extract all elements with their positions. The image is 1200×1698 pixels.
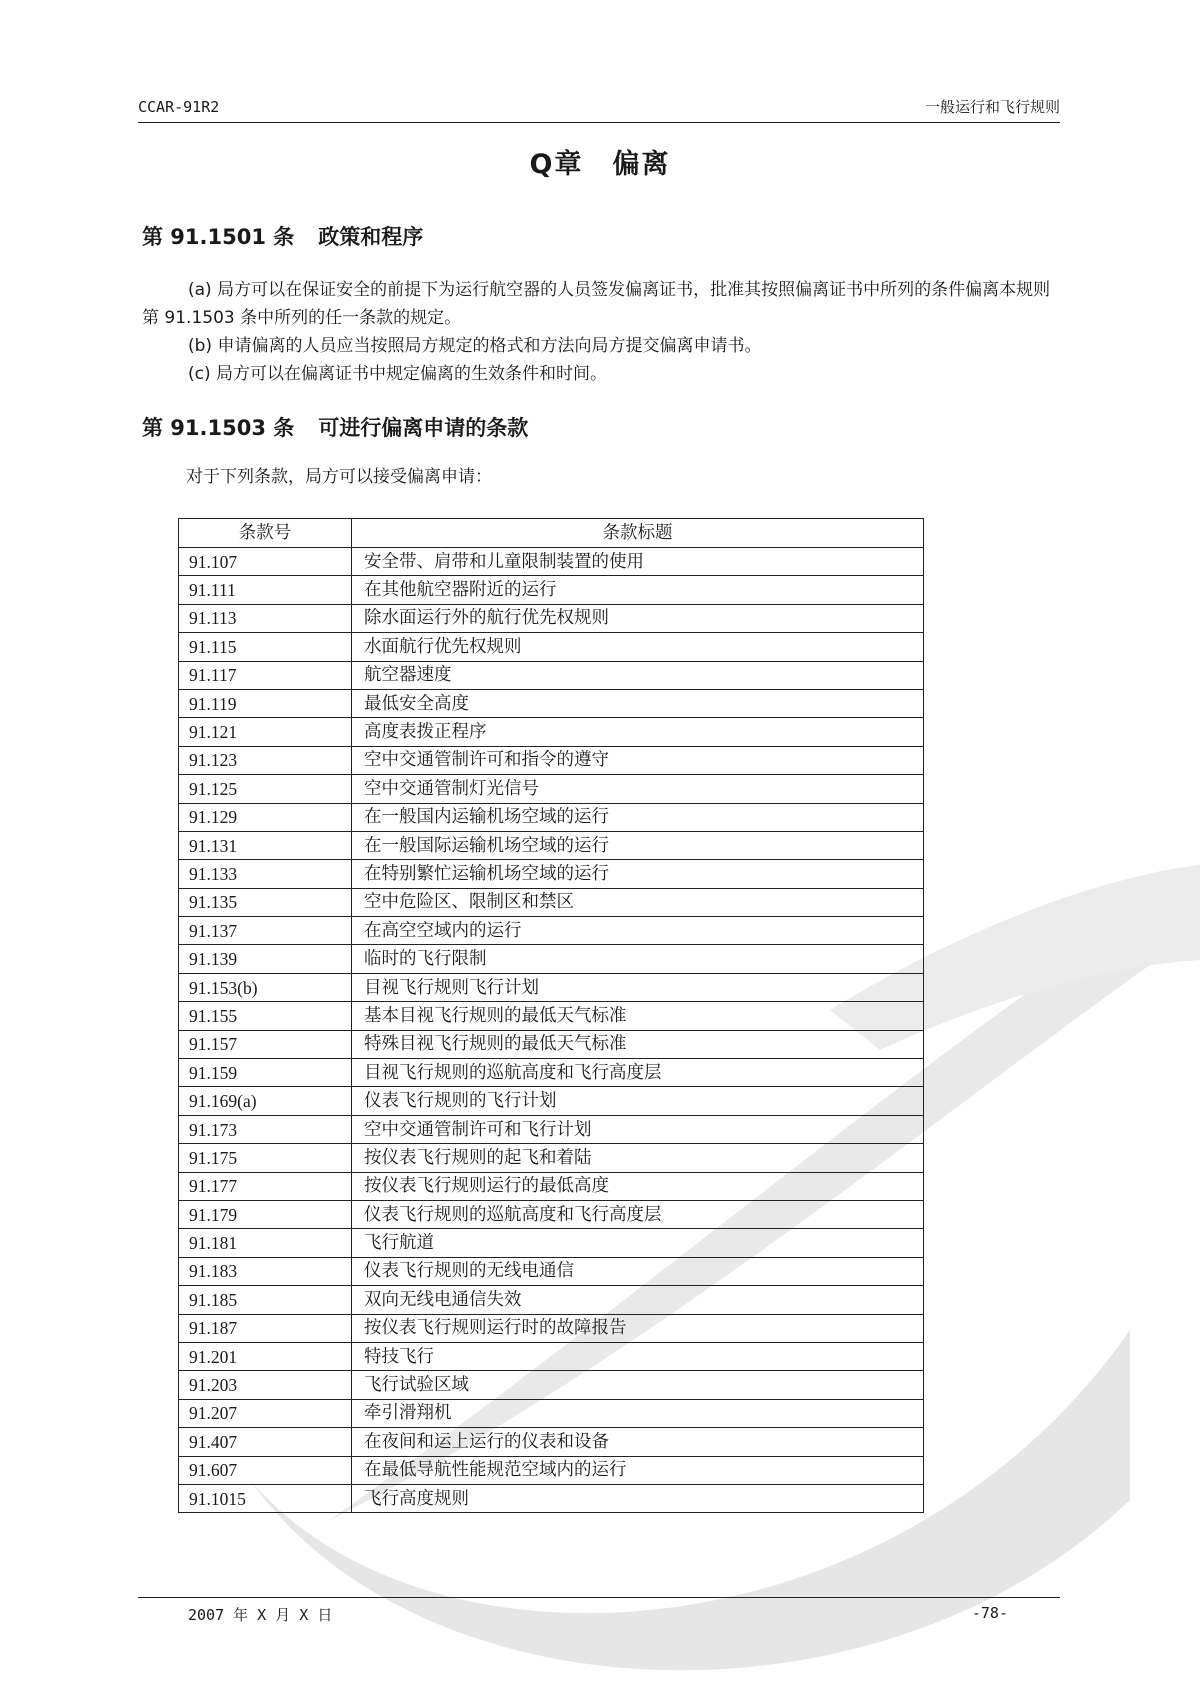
section-heading-91-1503 (142, 412, 528, 442)
paragraph-a: (a) 局方可以在保证安全的前提下为运行航空器的人员签发偏离证书，批准其按照偏离证书中所列的条件偏离本规则第 91.1503 条中所列的任一条款的规定。 (142, 280, 1051, 328)
footer-date: 2007 年 X 月 X 日 (188, 1606, 333, 1624)
clause-number-cell: 91.115 (179, 633, 352, 661)
clause-number-cell: 91.159 (179, 1059, 352, 1087)
section-number: 第 91.1503 条 (142, 416, 295, 440)
page-footer (138, 1597, 1060, 1626)
clause-number-cell: 91.129 (179, 803, 352, 831)
clause-number-cell: 91.121 (179, 718, 352, 746)
clause-number-cell: 91.119 (179, 689, 352, 717)
clause-title-cell: 仪表飞行规则的飞行计划 (352, 1087, 924, 1115)
clause-title-cell: 在其他航空器附近的运行 (352, 576, 924, 604)
section-number: 第 91.1501 条 (142, 225, 295, 249)
section-title: 政策和程序 (318, 225, 424, 249)
clause-title-cell: 特殊目视飞行规则的最低天气标准 (352, 1030, 924, 1058)
table-row (179, 945, 924, 973)
clause-title-cell: 按仪表飞行规则的起飞和着陆 (352, 1144, 924, 1172)
clause-title-cell: 飞行高度规则 (352, 1484, 924, 1512)
table-row (179, 803, 924, 831)
clause-number-cell: 91.133 (179, 860, 352, 888)
clause-title-cell: 双向无线电通信失效 (352, 1286, 924, 1314)
clause-number-cell: 91.175 (179, 1144, 352, 1172)
table-row (179, 1456, 924, 1484)
table-row (179, 1030, 924, 1058)
clause-title-cell: 按仪表飞行规则运行的最低高度 (352, 1172, 924, 1200)
clause-number-cell: 91.137 (179, 917, 352, 945)
clause-title-cell: 在高空空域内的运行 (352, 917, 924, 945)
table-row (179, 604, 924, 632)
table-row (179, 1002, 924, 1030)
clause-number-cell: 91.139 (179, 945, 352, 973)
clause-title-cell: 在一般国内运输机场空域的运行 (352, 803, 924, 831)
table-row (179, 1428, 924, 1456)
clause-title-cell: 特技飞行 (352, 1342, 924, 1370)
clause-number-cell: 91.185 (179, 1286, 352, 1314)
table-intro-text: 对于下列条款，局方可以接受偏离申请： (186, 467, 492, 487)
table-row (179, 831, 924, 859)
clause-number-cell: 91.157 (179, 1030, 352, 1058)
clause-title-cell: 仪表飞行规则的巡航高度和飞行高度层 (352, 1200, 924, 1228)
table-row (179, 860, 924, 888)
table-row (179, 1371, 924, 1399)
table-header-row (179, 519, 924, 548)
clause-title-cell: 航空器速度 (352, 661, 924, 689)
table-row (179, 1484, 924, 1512)
chapter-title: Q章 偏离 (529, 149, 671, 180)
table-row (179, 689, 924, 717)
clause-number-cell: 91.113 (179, 604, 352, 632)
clause-title-cell: 空中危险区、限制区和禁区 (352, 888, 924, 916)
table-row (179, 1200, 924, 1228)
clause-title-cell: 最低安全高度 (352, 689, 924, 717)
table-row (179, 1399, 924, 1427)
clause-title-cell: 在一般国际运输机场空域的运行 (352, 831, 924, 859)
clause-title-cell: 目视飞行规则飞行计划 (352, 973, 924, 1001)
clause-number-cell: 91.155 (179, 1002, 352, 1030)
page-header (138, 96, 1060, 123)
clause-number-cell: 91.201 (179, 1342, 352, 1370)
clause-title-cell: 飞行试验区域 (352, 1371, 924, 1399)
table-row (179, 633, 924, 661)
table-row (179, 775, 924, 803)
table-row (179, 1059, 924, 1087)
clause-title-cell: 除水面运行外的航行优先权规则 (352, 604, 924, 632)
clause-number-cell: 91.1015 (179, 1484, 352, 1512)
clause-title-cell: 高度表拨正程序 (352, 718, 924, 746)
clause-number-cell: 91.207 (179, 1399, 352, 1427)
clause-number-cell: 91.183 (179, 1257, 352, 1285)
table-row (179, 1229, 924, 1257)
clause-number-cell: 91.187 (179, 1314, 352, 1342)
section-heading-91-1501 (142, 221, 423, 251)
clause-number-cell: 91.607 (179, 1456, 352, 1484)
clause-number-cell: 91.407 (179, 1428, 352, 1456)
table-row (179, 973, 924, 1001)
table-body (179, 548, 924, 1513)
clause-number-cell: 91.169(a) (179, 1087, 352, 1115)
table-row (179, 1115, 924, 1143)
column-header-clause-title: 条款标题 (352, 519, 924, 548)
clause-number-cell: 91.135 (179, 888, 352, 916)
clause-title-cell: 在夜间和运上运行的仪表和设备 (352, 1428, 924, 1456)
table-row (179, 917, 924, 945)
table-row (179, 661, 924, 689)
table-row (179, 1172, 924, 1200)
clause-title-cell: 水面航行优先权规则 (352, 633, 924, 661)
clause-title-cell: 在最低导航性能规范空域内的运行 (352, 1456, 924, 1484)
clause-title-cell: 飞行航道 (352, 1229, 924, 1257)
clause-number-cell: 91.173 (179, 1115, 352, 1143)
clause-number-cell: 91.177 (179, 1172, 352, 1200)
clause-title-cell: 空中交通管制灯光信号 (352, 775, 924, 803)
clause-title-cell: 仪表飞行规则的无线电通信 (352, 1257, 924, 1285)
clause-title-cell: 牵引滑翔机 (352, 1399, 924, 1427)
clause-number-cell: 91.125 (179, 775, 352, 803)
clause-number-cell: 91.111 (179, 576, 352, 604)
paragraph-c: (c) 局方可以在偏离证书中规定偏离的生效条件和时间。 (188, 364, 608, 384)
clause-number-cell: 91.123 (179, 746, 352, 774)
clause-number-cell: 91.117 (179, 661, 352, 689)
table-row (179, 888, 924, 916)
clause-title-cell: 空中交通管制许可和飞行计划 (352, 1115, 924, 1143)
clause-title-cell: 在特别繁忙运输机场空域的运行 (352, 860, 924, 888)
clause-number-cell: 91.203 (179, 1371, 352, 1399)
table-row (179, 548, 924, 576)
clause-number-cell: 91.153(b) (179, 973, 352, 1001)
table-row (179, 1286, 924, 1314)
paragraph-b: (b) 申请偏离的人员应当按照局方规定的格式和方法向局方提交偏离申请书。 (188, 336, 762, 356)
table-row (179, 1087, 924, 1115)
clause-title-cell: 安全带、肩带和儿童限制装置的使用 (352, 548, 924, 576)
header-doc-title: 一般运行和飞行规则 (924, 98, 1060, 116)
footer-page-number: -78- (971, 1604, 1008, 1622)
clause-number-cell: 91.107 (179, 548, 352, 576)
table-row (179, 1342, 924, 1370)
section-title: 可进行偏离申请的条款 (318, 416, 529, 440)
clause-title-cell: 空中交通管制许可和指令的遵守 (352, 746, 924, 774)
table-row (179, 576, 924, 604)
table-row (179, 1144, 924, 1172)
table-row (179, 1257, 924, 1285)
clause-number-cell: 91.181 (179, 1229, 352, 1257)
clause-number-cell: 91.179 (179, 1200, 352, 1228)
table-row (179, 718, 924, 746)
column-header-clause-number: 条款号 (179, 519, 352, 548)
clause-table (178, 518, 924, 1513)
table-row (179, 1314, 924, 1342)
clause-number-cell: 91.131 (179, 831, 352, 859)
table-row (179, 746, 924, 774)
clause-title-cell: 基本目视飞行规则的最低天气标准 (352, 1002, 924, 1030)
clause-title-cell: 按仪表飞行规则运行时的故障报告 (352, 1314, 924, 1342)
clause-title-cell: 目视飞行规则的巡航高度和飞行高度层 (352, 1059, 924, 1087)
header-doc-code: CCAR-91R2 (138, 98, 220, 116)
clause-title-cell: 临时的飞行限制 (352, 945, 924, 973)
